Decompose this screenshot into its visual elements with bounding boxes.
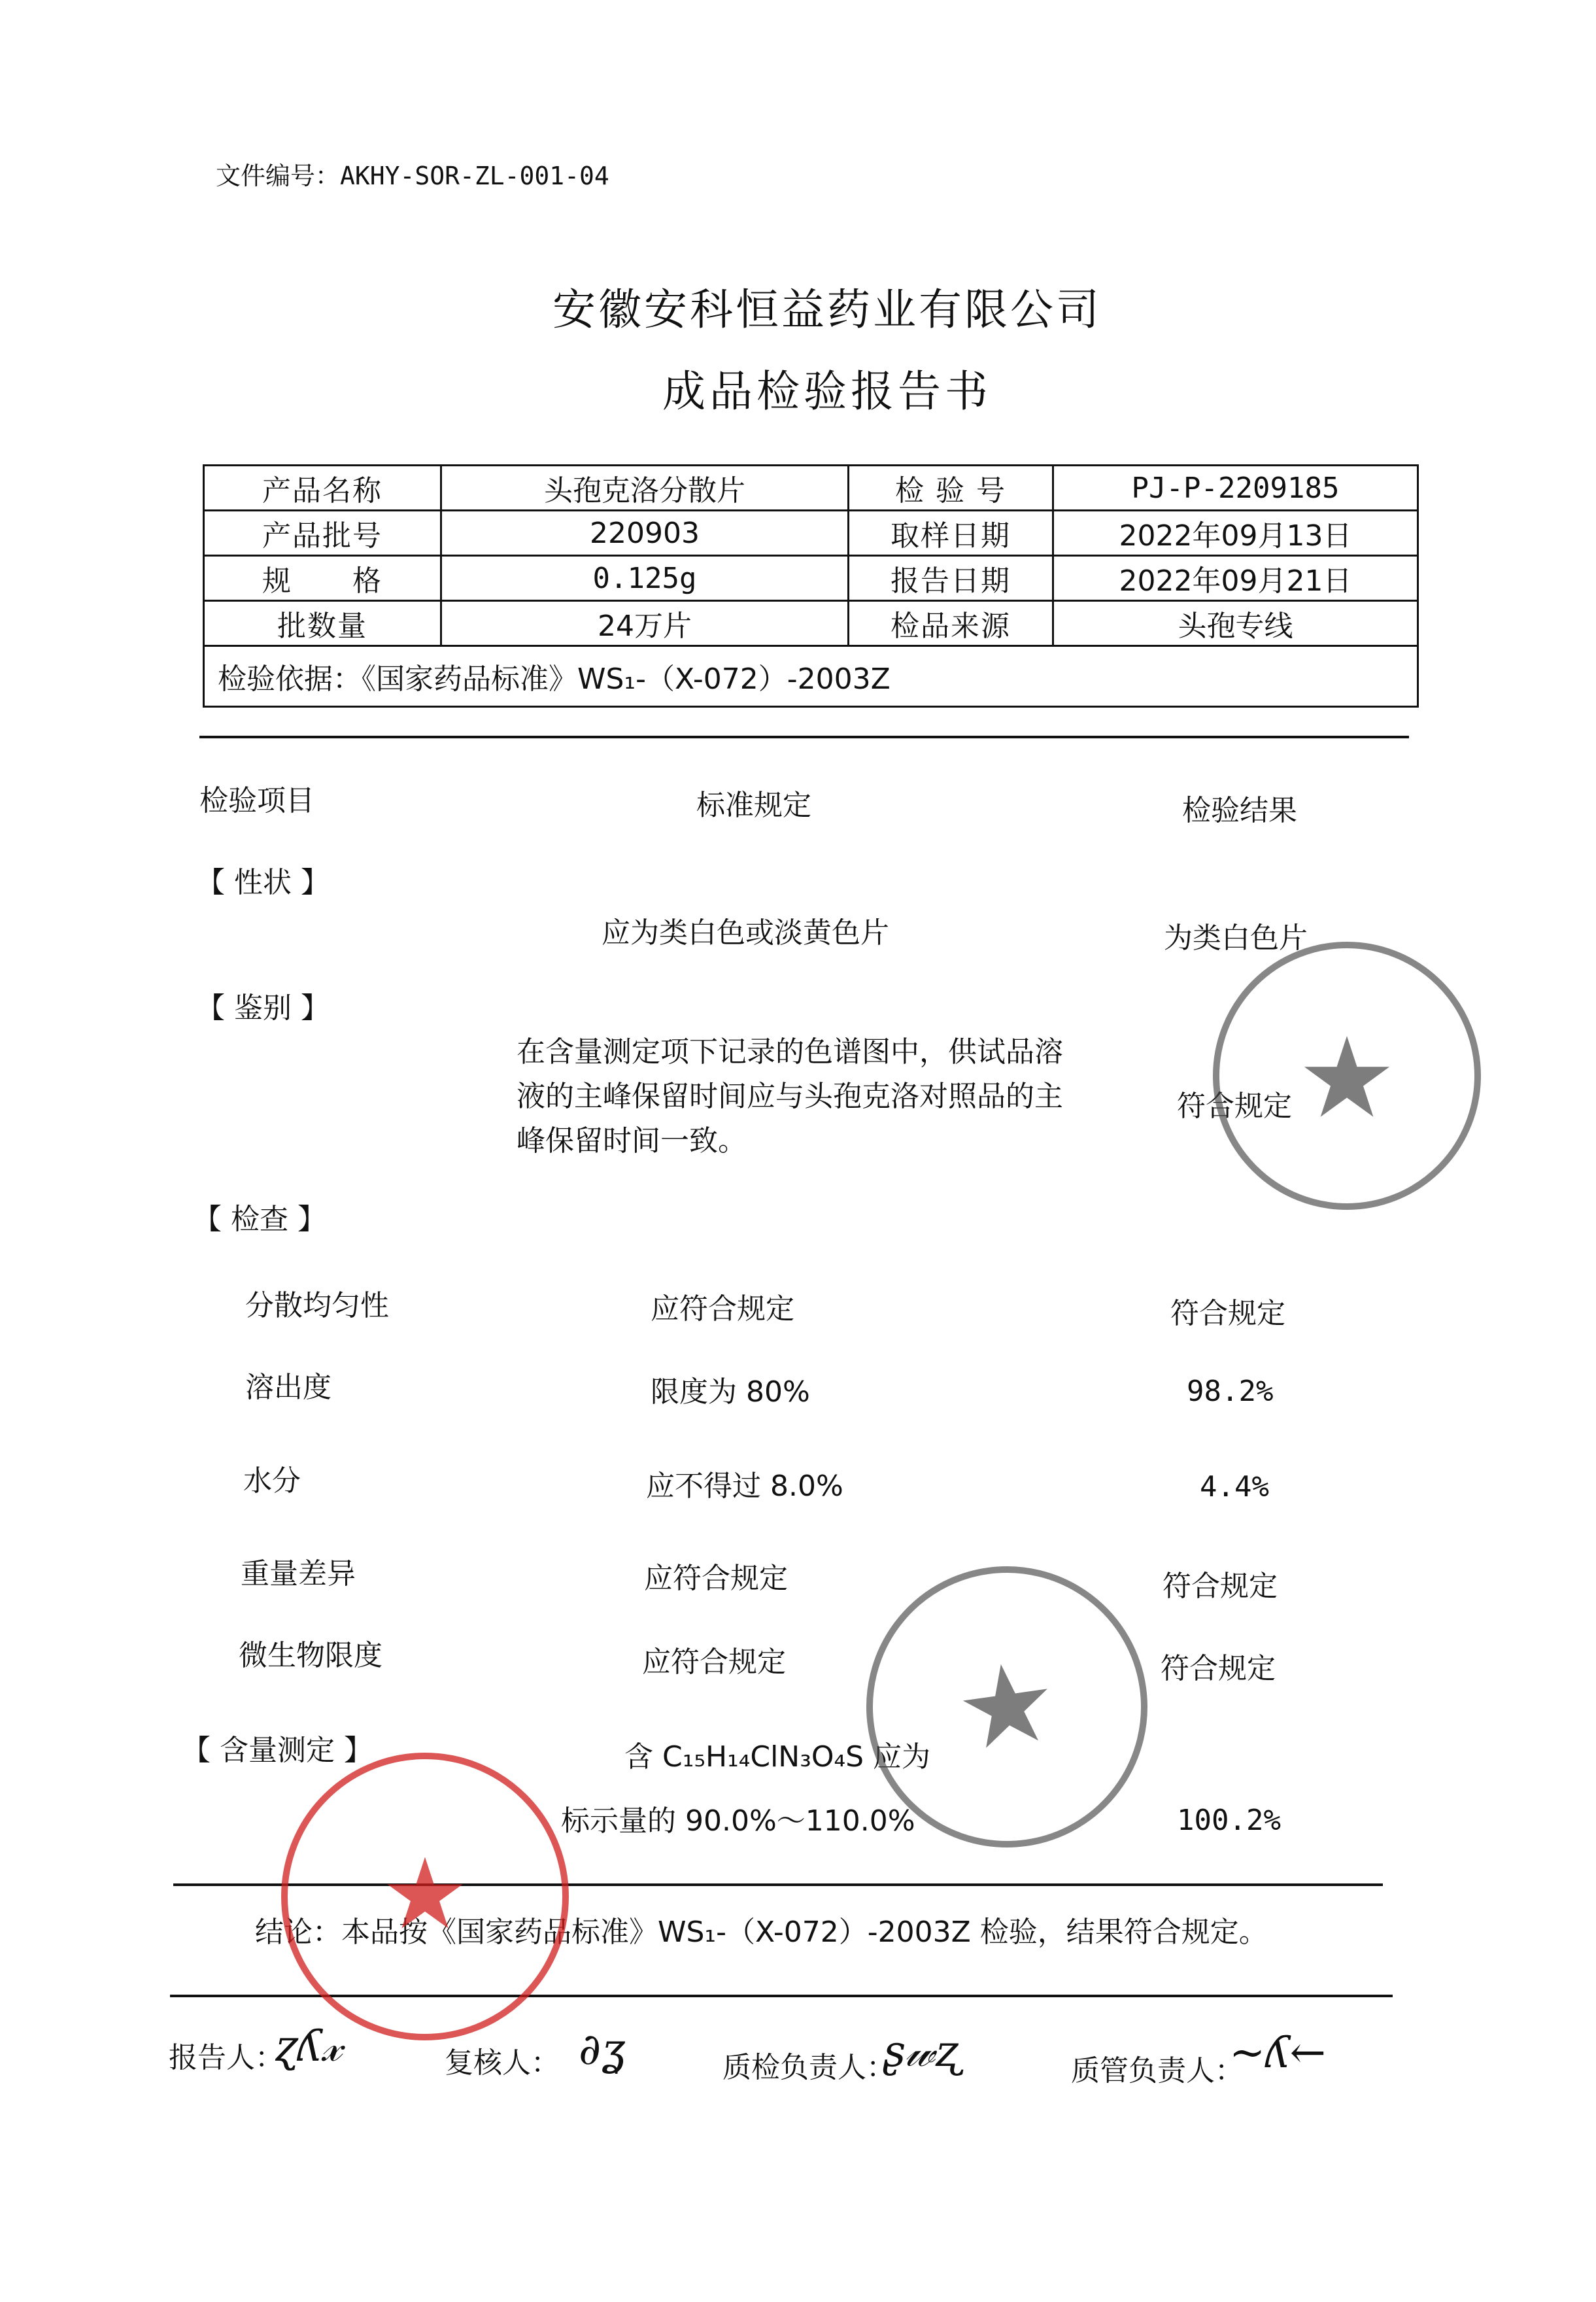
assay-standard-line2: 标示量的 90.0%～110.0% xyxy=(561,1804,915,1838)
check-result-water: 4.4% xyxy=(1200,1470,1269,1503)
spec-value: 0.125g xyxy=(441,556,849,601)
reporter-label: 报告人： xyxy=(169,2041,284,2074)
appearance-heading: 【 性状 】 xyxy=(196,866,330,899)
checks-heading: 【 检查 】 xyxy=(193,1203,326,1236)
sampling-date-value: 2022年09月13日 xyxy=(1053,511,1418,556)
check-standard-dissolution: 限度为 80% xyxy=(651,1375,810,1409)
appearance-result: 为类白色片 xyxy=(1164,921,1308,955)
qa-head-signature: ~ʎ← xyxy=(1229,2027,1326,2078)
star-icon: ★ xyxy=(948,1635,1066,1778)
report-date-value: 2022年09月21日 xyxy=(1053,556,1418,601)
reviewer-signature: ∂ʓ xyxy=(579,2024,626,2074)
check-result-weight-variation: 符合规定 xyxy=(1163,1570,1278,1603)
qc-seal-stamp xyxy=(1213,942,1481,1210)
appearance-standard: 应为类白色或淡黄色片 xyxy=(602,916,889,950)
assay-result: 100.2% xyxy=(1177,1804,1281,1837)
test-basis: 检验依据：《国家药品标准》WS₁-（X-072）-2003Z xyxy=(204,646,1418,707)
check-standard-weight-variation: 应符合规定 xyxy=(644,1562,788,1595)
column-header-item: 检验项目 xyxy=(199,784,314,817)
batch-value: 220903 xyxy=(441,511,849,556)
company-name: 安徽安科恒益药业有限公司 xyxy=(552,284,1102,335)
conclusion: 结论：本品按《国家药品标准》WS₁-（X-072）-2003Z 检验，结果符合规定。 xyxy=(255,1915,1268,1949)
check-item-dissolution: 溶出度 xyxy=(245,1371,331,1404)
spec-label: 规 格 xyxy=(204,556,441,601)
product-name-label: 产品名称 xyxy=(204,466,441,511)
test-no-value: PJ-P-2209185 xyxy=(1053,466,1418,511)
divider-top xyxy=(199,736,1409,738)
reporter-signature: ɀʎ𝓍 xyxy=(275,2021,343,2071)
identification-heading: 【 鉴别 】 xyxy=(196,991,330,1025)
qc-head-signature: ʂ𝓌ʐ xyxy=(883,2026,961,2076)
product-info-table xyxy=(203,464,1419,708)
source-value: 头孢专线 xyxy=(1053,601,1418,646)
red-quality-stamp xyxy=(281,1753,569,2040)
check-item-water: 水分 xyxy=(243,1464,301,1498)
document-number: 文件编号：AKHY-SOR-ZL-001-04 xyxy=(216,162,609,190)
source-label: 检品来源 xyxy=(849,601,1053,646)
check-result-dissolution: 98.2% xyxy=(1187,1375,1274,1408)
identification-result: 符合规定 xyxy=(1177,1090,1292,1123)
sampling-date-label: 取样日期 xyxy=(849,511,1053,556)
column-header-standard: 标准规定 xyxy=(696,789,811,822)
product-name-value: 头孢克洛分散片 xyxy=(441,466,849,511)
report-title: 成品检验报告书 xyxy=(662,366,992,417)
star-icon: ★ xyxy=(381,1838,469,1951)
check-standard-water: 应不得过 8.0% xyxy=(646,1469,843,1503)
qc-head-label: 质检负责人： xyxy=(722,2051,895,2084)
batch-label: 产品批号 xyxy=(204,511,441,556)
check-result-microbial: 符合规定 xyxy=(1161,1652,1276,1685)
report-date-label: 报告日期 xyxy=(849,556,1053,601)
reviewer-label: 复核人： xyxy=(445,2046,560,2080)
check-result-dispersion: 符合规定 xyxy=(1170,1297,1285,1330)
test-no-label: 检 验 号 xyxy=(849,466,1053,511)
check-item-microbial: 微生物限度 xyxy=(239,1639,382,1672)
assay-standard-line1: 含 C₁₅H₁₄ClN₃O₄S 应为 xyxy=(624,1740,931,1774)
check-item-dispersion: 分散均匀性 xyxy=(245,1289,389,1322)
qa-head-label: 质管负责人： xyxy=(1071,2054,1244,2087)
quantity-label: 批数量 xyxy=(204,601,441,646)
identification-standard: 在含量测定项下记录的色谱图中，供试品溶液的主峰保留时间应与头孢克洛对照品的主峰保留时间一致。 xyxy=(517,1035,1063,1158)
check-standard-dispersion: 应符合规定 xyxy=(651,1292,794,1326)
quantity-value: 24万片 xyxy=(441,601,849,646)
check-standard-microbial: 应符合规定 xyxy=(642,1645,786,1679)
star-icon: ★ xyxy=(1297,1014,1397,1143)
check-item-weight-variation: 重量差异 xyxy=(241,1557,356,1590)
column-header-result: 检验结果 xyxy=(1182,794,1297,827)
assay-heading: 【 含量测定 】 xyxy=(182,1734,373,1767)
